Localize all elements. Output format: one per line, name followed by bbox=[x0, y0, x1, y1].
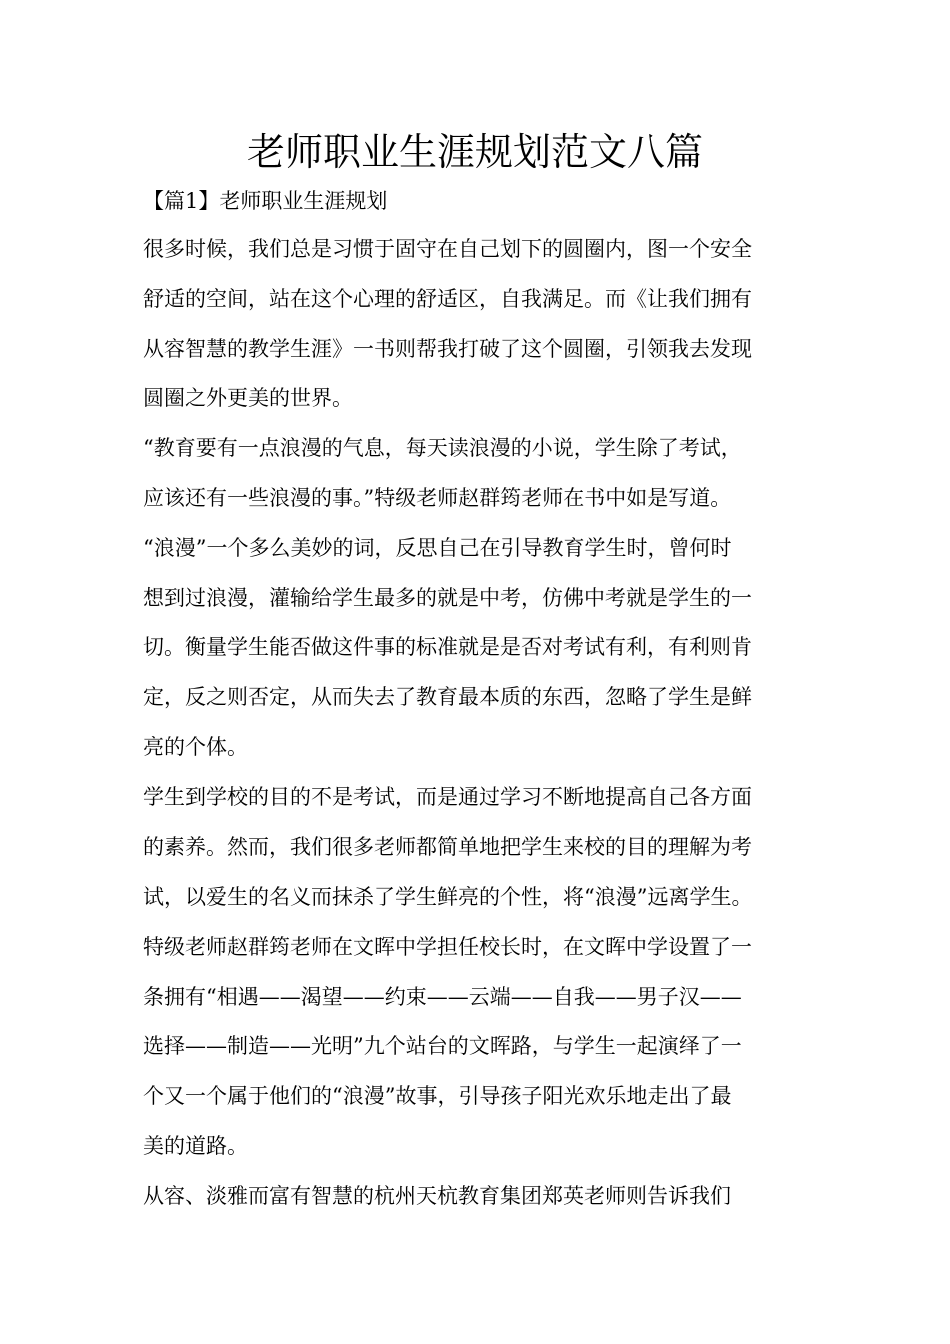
text-line: “教育要有一点浪漫的气息，每天读浪漫的小说，学生除了考试， bbox=[143, 436, 742, 460]
text-line: 的素养。然而，我们很多老师都简单地把学生来校的目的理解为考 bbox=[143, 835, 752, 859]
text-line: 想到过浪漫，灌输给学生最多的就是中考，仿佛中考就是学生的一 bbox=[143, 586, 752, 610]
text-line: 切。衡量学生能否做这件事的标准就是是否对考试有利，有利则肯 bbox=[143, 635, 752, 659]
section-heading: 【篇1】老师职业生涯规划 bbox=[143, 189, 388, 213]
text-line: 学生到学校的目的不是考试，而是通过学习不断地提高自己各方面 bbox=[143, 785, 752, 809]
text-line: 条拥有“相遇——渴望——约束——云端——自我——男子汉—— bbox=[143, 985, 742, 1009]
text-line: 从容智慧的教学生涯》一书则帮我打破了这个圆圈，引领我去发现 bbox=[143, 337, 752, 361]
text-line: 特级老师赵群筠老师在文晖中学担任校长时，在文晖中学设置了一 bbox=[143, 935, 752, 959]
text-line: 美的道路。 bbox=[143, 1134, 248, 1158]
text-line: “浪漫”一个多么美妙的词，反思自己在引导教育学生时，曾何时 bbox=[143, 536, 732, 560]
document-title: 老师职业生涯规划范文八篇 bbox=[246, 130, 703, 174]
text-line: 亮的个体。 bbox=[143, 735, 248, 759]
text-line: 个又一个属于他们的“浪漫”故事，引导孩子阳光欢乐地走出了最 bbox=[143, 1084, 732, 1108]
text-line: 从容、淡雅而富有智慧的杭州天杭教育集团郑英老师则告诉我们 bbox=[143, 1184, 731, 1208]
text-line: 应该还有一些浪漫的事。”特级老师赵群筠老师在书中如是写道。 bbox=[143, 486, 732, 510]
text-line: 舒适的空间，站在这个心理的舒适区，自我满足。而《让我们拥有 bbox=[143, 287, 752, 311]
text-line: 圆圈之外更美的世界。 bbox=[143, 386, 353, 410]
text-line: 试，以爱生的名义而抹杀了学生鲜亮的个性，将“浪漫”远离学生。 bbox=[143, 885, 753, 909]
text-line: 选择——制造——光明”九个站台的文晖路，与学生一起演绎了一 bbox=[143, 1034, 742, 1058]
text-line: 很多时候，我们总是习惯于固守在自己划下的圆圈内，图一个安全 bbox=[143, 237, 752, 261]
text-line: 定，反之则否定，从而失去了教育最本质的东西，忽略了学生是鲜 bbox=[143, 685, 752, 709]
